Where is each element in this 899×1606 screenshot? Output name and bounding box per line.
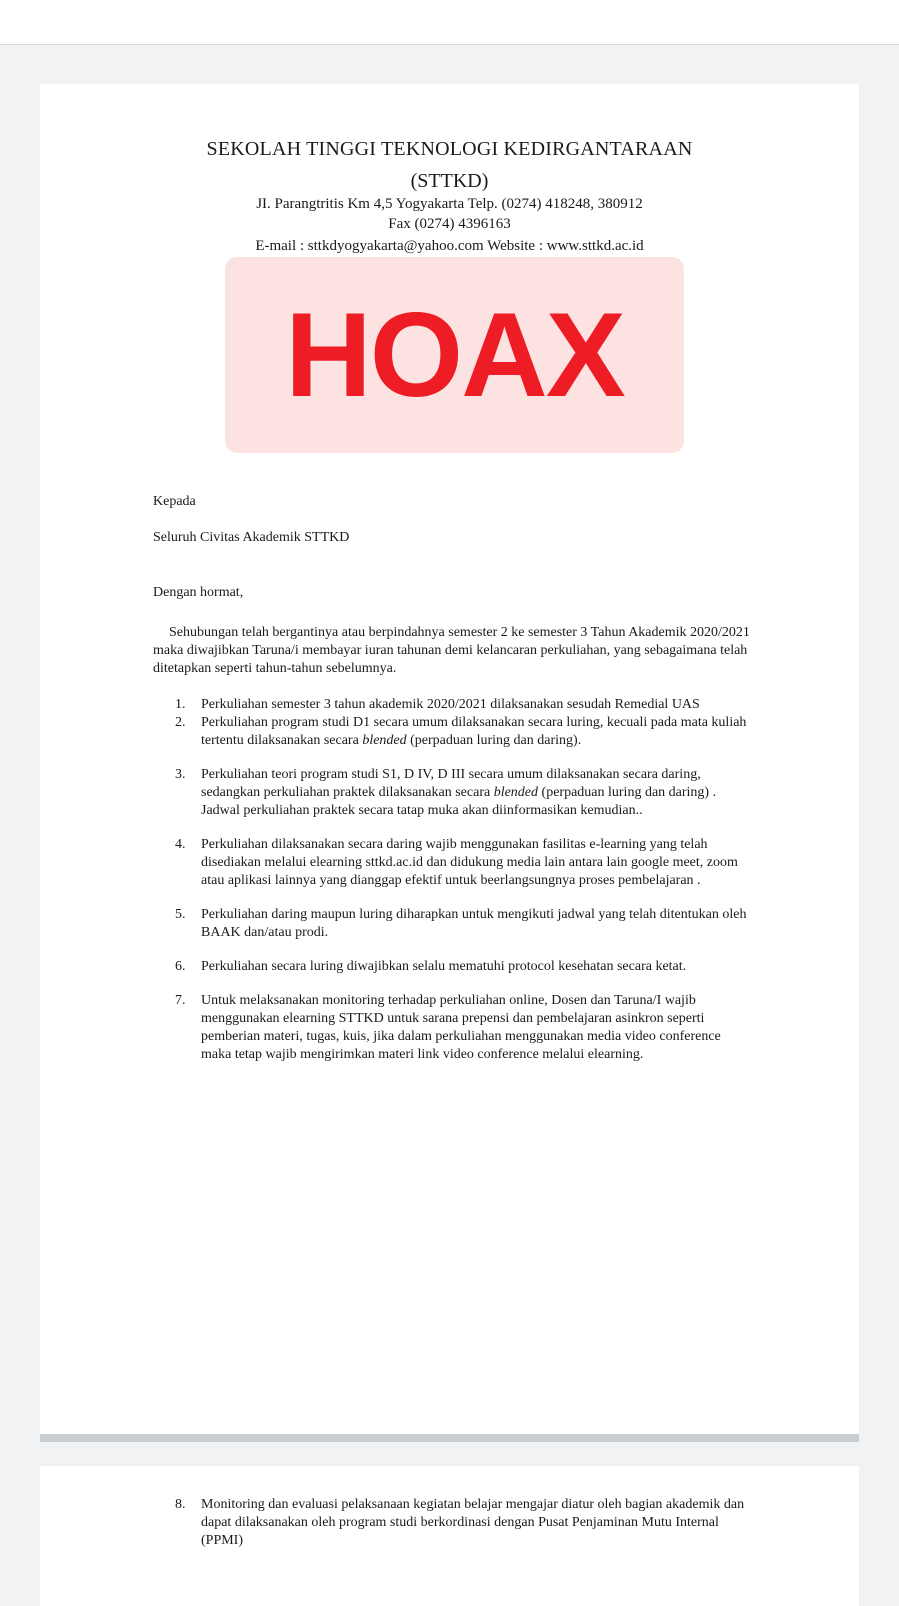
- institution-name: SEKOLAH TINGGI TEKNOLOGI KEDIRGANTARAAN: [206, 138, 693, 160]
- list-item-text: Perkuliahan daring maupun luring diharapkan untuk mengikuti jadwal yang telah ditentukan oleh BAAK dan/atau prodi.: [201, 907, 747, 940]
- institution-fax: Fax (0274) 4396163: [388, 216, 511, 232]
- viewer-top-bar: [0, 0, 899, 45]
- document-page-1: [40, 84, 859, 1442]
- list-item-number: 7.: [175, 993, 186, 1008]
- list-item-text: Perkuliahan dilaksanakan secara daring wajib menggunakan fasilitas e-learning yang telah disediakan melalui elearning sttkd.ac.id dan didukung media lain antara lain google meet, zoom atau aplikasi lainnya yang dianggap efektif untuk beerlangsungnya proses pembelajaran .: [201, 837, 738, 888]
- list-item-number: 5.: [175, 907, 186, 922]
- list-item-number: 2.: [175, 715, 186, 730]
- intro-paragraph: Sehubungan telah bergantinya atau berpindahnya semester 2 ke semester 3 Tahun Akademik 2020/2021 maka diwajibkan Taruna/i membayar iuran tahunan demi kelancaran perkuliahan, yang sebagaimana telah ditetapkan seperti tahun-tahun sebelumnya.: [153, 625, 750, 676]
- policy-list: [153, 696, 753, 1064]
- list-item: [153, 906, 753, 942]
- institution-address: JI. Parangtritis Km 4,5 Yogyakarta Telp. (0274) 418248, 380912: [256, 196, 643, 212]
- policy-list-continued: [153, 1496, 753, 1550]
- list-item-text: Perkuliahan secara luring diwajibkan selalu mematuhi protocol kesehatan secara ketat.: [201, 959, 687, 974]
- list-item: [153, 696, 753, 714]
- list-item: [153, 958, 753, 976]
- list-item-number: 8.: [175, 1497, 186, 1512]
- hoax-stamp-label: HOAX: [285, 288, 624, 422]
- institution-abbreviation: (STTKD): [410, 170, 489, 192]
- hoax-stamp: [225, 257, 684, 453]
- list-item-number: 1.: [175, 697, 186, 712]
- list-item: [153, 1496, 753, 1550]
- list-item-number: 6.: [175, 959, 186, 974]
- recipient: Seluruh Civitas Akademik STTKD: [153, 530, 350, 545]
- list-item-emphasis: blended: [362, 733, 407, 748]
- list-item-text: Untuk melaksanakan monitoring terhadap perkuliahan online, Dosen dan Taruna/I wajib menggunakan elearning STTKD untuk sarana prepensi dan pembelajaran asinkron seperti pemberian materi, tugas, kuis, jika dalam perkuliahan menggunakan media video conference maka tetap wajib mengirimkan materi link video conference melalui elearning.: [201, 993, 721, 1062]
- to-label: Kepada: [153, 494, 196, 509]
- document-page-2: [40, 1466, 859, 1606]
- list-item: [153, 766, 753, 820]
- greeting: Dengan hormat,: [153, 585, 244, 600]
- list-item-emphasis: blended: [493, 785, 539, 800]
- list-item-text: Perkuliahan semester 3 tahun akademik 2020/2021 dilaksanakan sesudah Remedial UAS: [201, 697, 700, 712]
- list-item-text: (perpaduan luring dan daring).: [406, 733, 582, 748]
- list-item: [153, 836, 753, 890]
- list-item-number: 3.: [175, 767, 186, 782]
- list-item-text: Monitoring dan evaluasi pelaksanaan kegiatan belajar mengajar diatur oleh bagian akademik dan dapat dilaksanakan oleh program studi berkordinasi dengan Pusat Penjaminan Mutu Internal (PPMI): [201, 1497, 745, 1548]
- list-item: [153, 714, 753, 750]
- list-item: [153, 992, 753, 1064]
- institution-contact: E-mail : sttkdyogyakarta@yahoo.com Website : www.sttkd.ac.id: [255, 238, 644, 254]
- list-item-number: 4.: [175, 837, 186, 852]
- list-item-text: Perkuliahan program studi D1 secara umum dilaksanakan secara luring, kecuali pada mata kuliah tertentu dilaksanakan secara: [201, 715, 747, 748]
- list-item-text: (perpaduan luring dan daring) . Jadwal perkuliahan praktek secara tatap muka akan diinformasikan kemudian..: [201, 785, 717, 818]
- list-item-text: Perkuliahan teori program studi S1, D IV, D III secara umum dilaksanakan secara daring, sedangkan perkuliahan praktek dilaksanakan secara: [201, 767, 701, 800]
